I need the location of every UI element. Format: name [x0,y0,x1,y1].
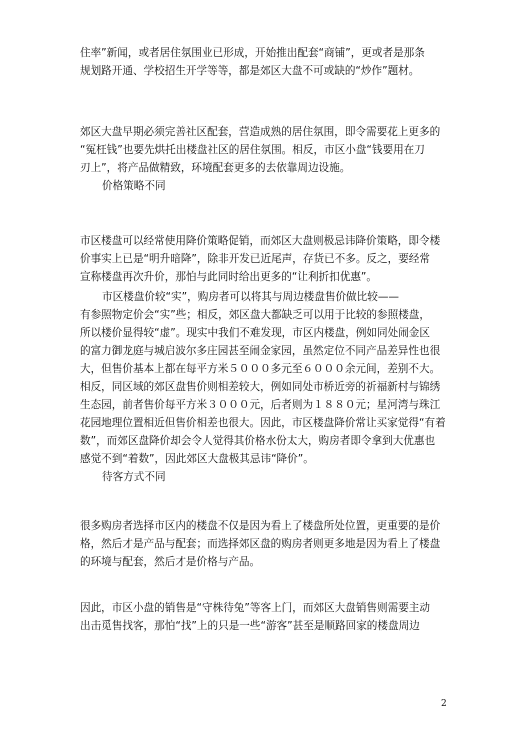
text-line: 有参照物定价会“实”些；相反，郊区盘大都缺乏可以用于比较的参照楼盘， [80,309,430,321]
text-line: 市区楼盘价较“实”，购房者可以将其与周边楼盘售价做比较—— [102,291,400,303]
page-number: 2 [441,699,447,709]
text-line: 出击觅售找客，那怕“找”上的只是一些“游客”甚至是顺路回家的楼盘周边 [80,620,420,632]
text-line: 宣称楼盘再次升价，那怕与此同时给出更多的“让利折扣优惠”。 [80,271,378,283]
text-line: 很多购房者选择市区内的楼盘不仅是因为看上了楼盘所处位置，更重要的是价 [80,520,441,532]
text-line: 大，但售价基本上都在每平方米５０００多元至６０００余元间，差别不大。 [80,363,441,375]
text-line: 的环境与配套，然后才是价格与产品。 [80,556,261,568]
text-line: 郊区大盘早期必须完善社区配套，营造成熟的居住氛围，即令需要花上更多的 [80,126,441,138]
text-line: “冤枉钱”也要先烘托出楼盘社区的居住氛围。相反，市区小盘“钱要用在刀 [80,144,425,156]
text-line: 生态园，前者售价每平方米３０００元，后者则为１８８０元；星河湾与珠江 [80,399,441,411]
text-line: 花园地理位置相近但售价相差也很大。因此，市区楼盘降价常让买家觉得“有着 [80,417,446,429]
text-line: 刃上”，将产品做精致，环境配套更多的去依靠周边设施。 [80,162,351,174]
text-line: 格，然后才是产品与配套；而选择郊区盘的购房者则更多地是因为看上了楼盘 [80,538,441,550]
text-line: 市区楼盘可以经常使用降价策略促销，而郊区大盘则极忌讳降价策略，即令楼 [80,235,441,247]
section-heading: 待客方式不同 [102,471,166,483]
text-line: 感觉不到“着数”，因此郊区大盘极其忌讳“降价”。 [80,453,314,465]
text-line: 的富力御龙庭与城启波尔多庄园甚至闹金家园，虽然定位不同产品差异性也很 [80,345,441,357]
text-line: 数”，而郊区盘降价却会令人觉得其价格水份太大，购房者即令拿到大优惠也 [80,435,436,447]
text-line: 因此，市区小盘的销售是“守株待兔”等客上门，而郊区大盘销售则需要主动 [80,602,430,614]
text-line: 相反，同区域的郊区盘售价则相差较大，例如同处市桥近旁的祈福新村与锦绣 [80,381,441,393]
section-heading: 价格策略不同 [102,180,166,192]
text-line: 规划路开通、学校招生开学等等，都是郊区大盘不可或缺的“炒作”题材。 [80,65,420,77]
text-line: 所以楼价显得较“虚”。现实中我们不难发现，市区内楼盘，例如同处闹金区 [80,327,430,339]
text-line: 住率”新闻，或者居住氛围业已形成，开始推出配套“商铺”，更或者是那条 [80,47,425,59]
text-line: 价事实上已是“明升暗降”，除非开发已近尾声，存货已不多。反之，要经常 [80,253,430,265]
